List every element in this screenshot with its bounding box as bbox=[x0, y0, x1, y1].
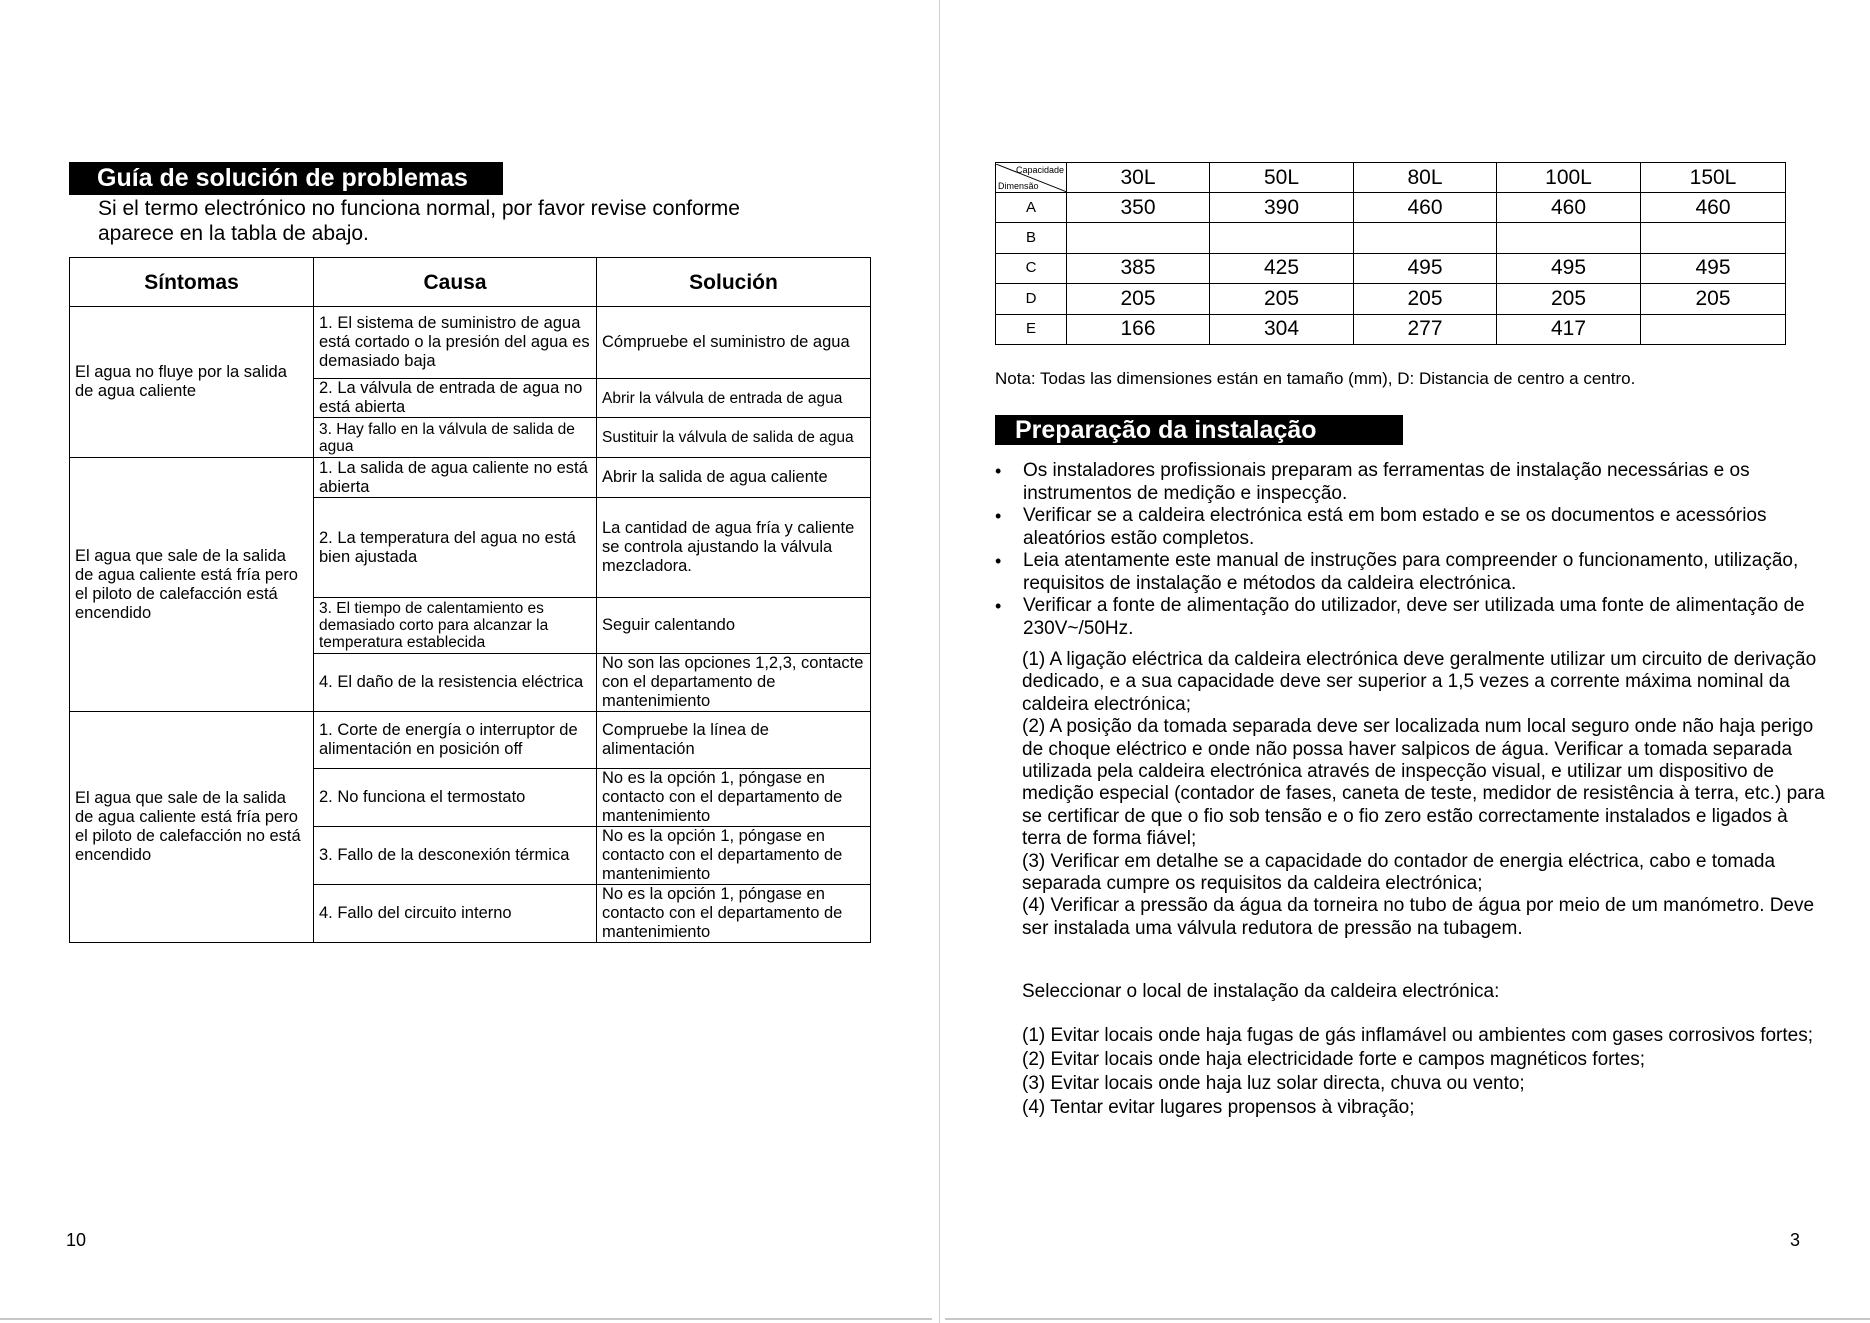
solution-cell: Compruebe la línea de alimentación bbox=[597, 712, 871, 769]
symptom-cell: El agua que sale de la salida de agua caliente está fría pero el piloto de calefacción no está encendido bbox=[70, 712, 314, 943]
troubleshooting-table bbox=[69, 257, 871, 943]
dimension-value bbox=[1497, 223, 1641, 253]
right-page-number: 3 bbox=[1790, 1230, 1801, 1250]
solution-cell: No es la opción 1, póngase en contacto con el departamento de mantenimiento bbox=[597, 769, 871, 827]
dimensions-corner-cell bbox=[996, 163, 1067, 193]
cause-cell: 3. El tiempo de calentamiento es demasiado corto para alcanzar la temperatura establecida bbox=[314, 598, 597, 654]
list-item: • Verificar a fonte de alimentação do utilizador, deve ser utilizada uma fonte de alimentação de 230V~/50Hz. bbox=[995, 595, 1805, 639]
dimension-label: C bbox=[996, 253, 1067, 283]
table-row bbox=[70, 712, 871, 769]
list-item: (4) Verificar a pressão da água da torneira no tubo de água por meio de um manómetro. Deve ser instalada uma válvula redutora de pressão na tubagem. bbox=[1022, 895, 1815, 939]
dimension-value: 304 bbox=[1210, 314, 1354, 344]
dimension-value bbox=[1641, 223, 1786, 253]
list-item: (3) Verificar em detalhe se a capacidade do contador de energia eléctrica, cabo e tomada separada cumpre os requisitos da caldeira electrónica; bbox=[1022, 850, 1776, 895]
list-item: • Leia atentamente este manual de instruções para compreender o funcionamento, utilização, requisitos de instalação e métodos da caldeira electrónica. bbox=[995, 550, 1799, 594]
location-list bbox=[1022, 1024, 1827, 1120]
installation-title: Preparação da instalação bbox=[995, 415, 1403, 445]
left-page-number: 10 bbox=[66, 1230, 87, 1250]
dimension-value: 425 bbox=[1210, 253, 1354, 283]
table-header-row bbox=[70, 258, 871, 307]
cause-cell: 1. La salida de agua caliente no está abierta bbox=[314, 458, 597, 498]
cause-cell: 3. Fallo de la desconexión térmica bbox=[314, 827, 597, 885]
dimension-value: 460 bbox=[1497, 193, 1641, 223]
dimension-value: 205 bbox=[1497, 284, 1641, 314]
header-solution: Solución bbox=[597, 258, 871, 307]
capacity-header: 150L bbox=[1641, 163, 1786, 193]
dimensions-header-row bbox=[996, 163, 1786, 193]
table-row bbox=[70, 458, 871, 498]
troubleshooting-intro: Si el termo electrónico no funciona normal, por favor revise conforme aparece en la tabla de abajo. bbox=[98, 197, 740, 245]
dimension-value: 460 bbox=[1354, 193, 1497, 223]
dimension-row bbox=[996, 253, 1786, 283]
dimension-value: 205 bbox=[1210, 284, 1354, 314]
dimension-value bbox=[1354, 223, 1497, 253]
page-divider bbox=[939, 0, 940, 1323]
dimension-value: 495 bbox=[1354, 253, 1497, 283]
right-page-bottom-edge bbox=[945, 1318, 1870, 1320]
dimension-value: 385 bbox=[1067, 253, 1210, 283]
cause-cell: 2. La temperatura del agua no está bien ajustada bbox=[314, 498, 597, 598]
dimension-value: 390 bbox=[1210, 193, 1354, 223]
dimension-value: 277 bbox=[1354, 314, 1497, 344]
bullet-icon: • bbox=[995, 551, 1002, 571]
table-row bbox=[70, 307, 871, 379]
troubleshooting-title: Guía de solución de problemas bbox=[69, 162, 503, 195]
dimension-value: 205 bbox=[1067, 284, 1210, 314]
list-item: (2) Evitar locais onde haja electricidade forte e campos magnéticos fortes; bbox=[1022, 1049, 1646, 1070]
capacity-header: 50L bbox=[1210, 163, 1354, 193]
list-item: (4) Tentar evitar lugares propensos à vibração; bbox=[1022, 1097, 1415, 1118]
dimension-value: 205 bbox=[1354, 284, 1497, 314]
capacity-header: 80L bbox=[1354, 163, 1497, 193]
symptom-cell: El agua que sale de la salida de agua caliente está fría pero el piloto de calefacción está encendido bbox=[70, 458, 314, 712]
cause-cell: 2. No funciona el termostato bbox=[314, 769, 597, 827]
corner-capacity-label: Capacidade bbox=[1015, 164, 1064, 175]
solution-cell: La cantidad de agua fría y caliente se controla ajustando la válvula mezcladora. bbox=[597, 498, 871, 598]
dimension-row bbox=[996, 193, 1786, 223]
dimension-label: A bbox=[996, 193, 1067, 223]
dimension-value: 166 bbox=[1067, 314, 1210, 344]
header-cause: Causa bbox=[314, 258, 597, 307]
power-supply-subitems bbox=[1022, 649, 1827, 940]
cause-cell: 1. El sistema de suministro de agua está cortado o la presión del agua es demasiado baja bbox=[314, 307, 597, 379]
dimensions-table bbox=[995, 162, 1786, 345]
capacity-header: 30L bbox=[1067, 163, 1210, 193]
dimension-label: E bbox=[996, 314, 1067, 344]
dimension-row bbox=[996, 284, 1786, 314]
list-item: (1) Evitar locais onde haja fugas de gás inflamável ou ambientes com gases corrosivos fortes; bbox=[1022, 1025, 1814, 1046]
solution-cell: Sustituir la válvula de salida de agua bbox=[597, 418, 871, 458]
dimension-value bbox=[1641, 314, 1786, 344]
cause-cell: 4. Fallo del circuito interno bbox=[314, 885, 597, 943]
list-item: (2) A posição da tomada separada deve ser localizada num local seguro onde não haja perigo de choque eléctrico e onde não possa haver salpicos de água. Verificar a tomada separada utilizada pela caldeira electrónica através de inspecção visual, e utilizar um dispositivo de medição especial (contador de fases, caneta de teste, medidor de resistência à terra, etc.) para se certificar de que o fio sob tensão e o fio zero estão correctamente instalados e ligados à terra de forma fiável; bbox=[1022, 716, 1825, 850]
dimension-value: 460 bbox=[1641, 193, 1786, 223]
left-page-bottom-edge bbox=[0, 1318, 932, 1320]
solution-cell: Seguir calentando bbox=[597, 598, 871, 654]
cause-cell: 1. Corte de energía o interruptor de alimentación en posición off bbox=[314, 712, 597, 769]
corner-dimension-label: Dimensão bbox=[998, 180, 1039, 191]
cause-cell: 4. El daño de la resistencia eléctrica bbox=[314, 654, 597, 712]
dimension-value: 417 bbox=[1497, 314, 1641, 344]
capacity-header: 100L bbox=[1497, 163, 1641, 193]
dimension-row bbox=[996, 314, 1786, 344]
dimensions-note: Nota: Todas las dimensiones están en tamaño (mm), D: Distancia de centro a centro. bbox=[995, 369, 1636, 388]
dimension-label: D bbox=[996, 284, 1067, 314]
solution-cell: Abrir la válvula de entrada de agua bbox=[597, 379, 871, 418]
preparation-bullets bbox=[995, 460, 1825, 640]
dimension-value: 495 bbox=[1497, 253, 1641, 283]
cause-cell: 2. La válvula de entrada de agua no está abierta bbox=[314, 379, 597, 418]
solution-cell: No son las opciones 1,2,3, contacte con el departamento de mantenimiento bbox=[597, 654, 871, 712]
dimension-value: 205 bbox=[1641, 284, 1786, 314]
location-selection-title: Seleccionar o local de instalação da caldeira electrónica: bbox=[1022, 981, 1500, 1002]
dimension-value: 350 bbox=[1067, 193, 1210, 223]
dimension-value: 495 bbox=[1641, 253, 1786, 283]
dimension-row bbox=[996, 223, 1786, 253]
list-item: (1) A ligação eléctrica da caldeira electrónica deve geralmente utilizar um circuito de derivação dedicado, e a sua capacidade deve ser superior a 1,5 vezes a corrente máxima nominal da caldeira electrónica; bbox=[1022, 649, 1817, 715]
cause-cell: 3. Hay fallo en la válvula de salida de agua bbox=[314, 418, 597, 458]
solution-cell: No es la opción 1, póngase en contacto con el departamento de mantenimiento bbox=[597, 827, 871, 885]
solution-cell: Abrir la salida de agua caliente bbox=[597, 458, 871, 498]
bullet-icon: • bbox=[995, 506, 1002, 526]
solution-cell: Cómpruebe el suministro de agua bbox=[597, 307, 871, 379]
solution-cell: No es la opción 1, póngase en contacto con el departamento de mantenimiento bbox=[597, 885, 871, 943]
list-item: (3) Evitar locais onde haja luz solar directa, chuva ou vento; bbox=[1022, 1073, 1525, 1094]
dimension-value bbox=[1067, 223, 1210, 253]
dimension-label: B bbox=[996, 223, 1067, 253]
symptom-cell: El agua no fluye por la salida de agua caliente bbox=[70, 307, 314, 458]
dimension-value bbox=[1210, 223, 1354, 253]
bullet-icon: • bbox=[995, 461, 1002, 481]
list-item: • Verificar se a caldeira electrónica está em bom estado e se os documentos e acessórios aleatórios estão completos. bbox=[995, 505, 1767, 549]
header-symptoms: Síntomas bbox=[70, 258, 314, 307]
list-item: • Os instaladores profissionais preparam as ferramentas de instalação necessárias e os instrumentos de medição e inspecção. bbox=[995, 460, 1750, 504]
bullet-icon: • bbox=[995, 596, 1002, 616]
